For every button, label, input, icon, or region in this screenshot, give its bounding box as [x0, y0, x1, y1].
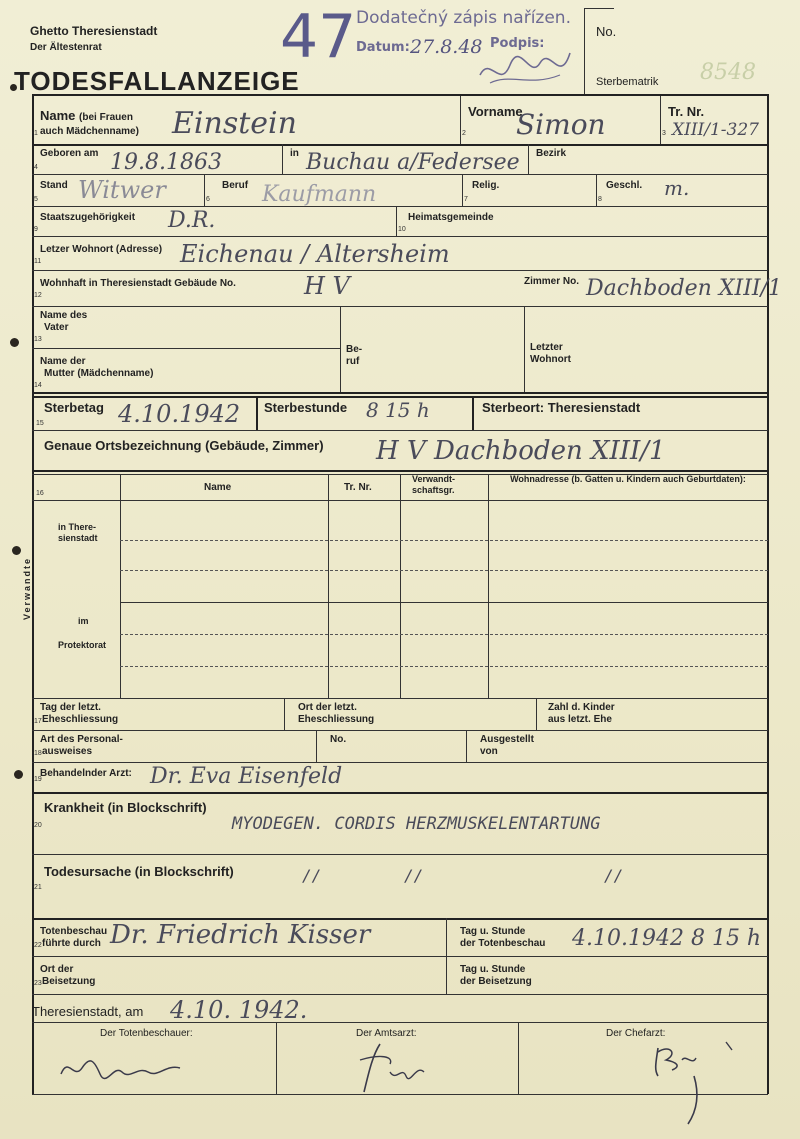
genaue-value: H V Dachboden XIII/1: [376, 436, 666, 466]
sterbeort-label: Sterbeort: Theresienstadt: [482, 400, 641, 415]
staats-label: Staatszugehörigkeit: [40, 212, 136, 223]
krankheit-label: Krankheit (in Blockschrift): [44, 800, 207, 815]
in-label: in: [290, 148, 299, 159]
rel-verwandte: Verwandte: [22, 556, 32, 620]
art-ausweis-label: Art des Personal-: [40, 734, 123, 745]
sig3-label: Der Chefarzt:: [606, 1028, 666, 1039]
ausweis-no-label: No.: [330, 734, 347, 745]
tag-ehe-label-2: Eheschliessung: [42, 714, 119, 725]
rel-protektorat: Protektorat: [58, 640, 107, 650]
punch-hole: [12, 546, 21, 555]
stand-value: Witwer: [78, 176, 166, 204]
beruf-value: Kaufmann: [262, 182, 377, 207]
stamp-line: Dodatečný zápis nařízen.: [356, 8, 571, 28]
heimat-label: Heimatsgemeinde: [408, 212, 494, 223]
signature-chefarzt: [650, 1036, 750, 1126]
trnr-label: Tr. Nr.: [668, 104, 705, 119]
stamp-datum-label: Datum:: [356, 40, 410, 55]
ditto-2: //: [404, 866, 424, 885]
ort-beisetzung-label-2: Beisetzung: [42, 976, 96, 987]
wohnort-label: Letzer Wohnort (Adresse): [40, 244, 163, 255]
arzt-label: Behandelnder Arzt:: [40, 768, 132, 779]
genaue-label: Genaue Ortsbezeichnung (Gebäude, Zimmer): [44, 438, 324, 453]
punch-hole: [10, 338, 19, 347]
tag-beisetzung-label: Tag u. Stunde der Beisetzung: [460, 964, 532, 987]
tag-stunde-value: 4.10.1942 8 15 h: [572, 926, 762, 951]
ort-ehe-label: Ort der letzt. Eheschliessung: [298, 702, 375, 725]
page-title: TODESFALLANZEIGE: [14, 66, 300, 96]
trnr-value: XIII/1-327: [672, 120, 759, 140]
ditto-3: //: [604, 866, 624, 885]
vater-label-2: Vater: [44, 322, 69, 333]
rel-verw-col: Verwandt- schaftsgr.: [412, 474, 456, 495]
zimmer-label: Zimmer No.: [524, 276, 580, 287]
place-date-value: 4.10. 1942.: [170, 996, 308, 1024]
place-date-label: Theresienstadt, am: [32, 1004, 144, 1019]
wohnort-value: Eichenau / Altersheim: [180, 240, 450, 268]
sterbetag-value: 4.10.1942: [118, 400, 241, 428]
beruf2-label: Be- ruf: [346, 344, 363, 367]
rel-name-col: Name: [204, 482, 232, 493]
krankheit-value: MYODEGEN. CORDIS HERZMUSKELENTARTUNG: [232, 814, 601, 834]
stamp-date: 27.8.48: [410, 36, 483, 58]
council-name: Der Ältestenrat: [30, 42, 102, 53]
totenbeschau-label-2: führte durch: [42, 938, 101, 949]
mutter-label: Name der: [40, 356, 86, 367]
wohnhaft-label: Wohnhaft in Theresienstadt Gebäude No.: [40, 278, 236, 289]
in-value: Buchau a/Federsee: [306, 150, 520, 175]
bezirk-label: Bezirk: [536, 148, 567, 159]
punch-hole: [14, 770, 23, 779]
wohnhaft-value: H V: [304, 272, 350, 300]
vater-label: Name des: [40, 310, 88, 321]
relig-label: Relig.: [472, 180, 500, 191]
ausgestellt-label: Ausgestellt von: [480, 734, 534, 757]
staats-value: D.R.: [168, 208, 216, 233]
signature-amtsarzt: [350, 1036, 440, 1096]
name-label-2: auch Mädchenname): [40, 126, 139, 137]
matrik-number: 8548: [700, 60, 756, 85]
sterbestunde-value: 8 15 h: [366, 398, 430, 422]
signature-totenbeschauer: [56, 1046, 186, 1086]
sig2-label: Der Amtsarzt:: [356, 1028, 417, 1039]
vorname-label: Vorname: [468, 104, 523, 119]
geboren-label: Geboren am: [40, 148, 99, 159]
totenbeschau-value: Dr. Friedrich Kisser: [110, 920, 371, 950]
ghetto-name: Ghetto Theresienstadt: [30, 24, 158, 38]
tag-ehe-label: Tag der letzt.: [40, 702, 101, 713]
letzter-wohnort-label: Letzter Wohnort: [530, 342, 571, 365]
mutter-label-2: Mutter (Mädchenname): [44, 368, 154, 379]
geboren-value: 19.8.1863: [110, 150, 222, 175]
ditto-1: //: [302, 866, 322, 885]
todesursache-label: Todesursache (in Blockschrift): [44, 864, 234, 879]
stand-label: Stand: [40, 180, 68, 191]
rel-wohn-col: Wohnadresse (b. Gatten u. Kindern auch Geburtdaten):: [510, 474, 746, 484]
matrik-label: Sterbematrik: [596, 76, 659, 88]
stamp-number: 47: [280, 2, 357, 72]
totenbeschau-label: Totenbeschau: [40, 926, 108, 937]
art-ausweis-label-2: ausweises: [42, 746, 93, 757]
sterbestunde-label: Sterbestunde: [264, 400, 348, 415]
sterbetag-label: Sterbetag: [44, 400, 104, 415]
no-label: No.: [596, 24, 617, 39]
beruf-label: Beruf: [222, 180, 249, 191]
rel-im: im: [78, 616, 89, 626]
sig1-label: Der Totenbeschauer:: [100, 1028, 193, 1039]
stamp-signature: [470, 45, 580, 95]
geschl-value: m.: [664, 176, 690, 200]
name-label: Name (bei Frauen: [40, 108, 133, 123]
rel-in-there: in There- sienstadt: [58, 522, 98, 543]
geschl-label: Geschl.: [606, 180, 643, 191]
tag-stunde-label: Tag u. Stunde der Totenbeschau: [460, 926, 546, 949]
zimmer-value: Dachboden XIII/1: [586, 276, 782, 301]
ort-beisetzung-label: Ort der: [40, 964, 74, 975]
stamp-podpis-label: Podpis:: [490, 36, 545, 51]
arzt-value: Dr. Eva Eisenfeld: [150, 764, 343, 789]
zahl-kinder-label: Zahl d. Kinder aus letzt. Ehe: [548, 702, 615, 725]
rel-trnr-col: Tr. Nr.: [344, 482, 372, 493]
name-value: Einstein: [172, 106, 297, 141]
vorname-value: Simon: [516, 108, 606, 141]
